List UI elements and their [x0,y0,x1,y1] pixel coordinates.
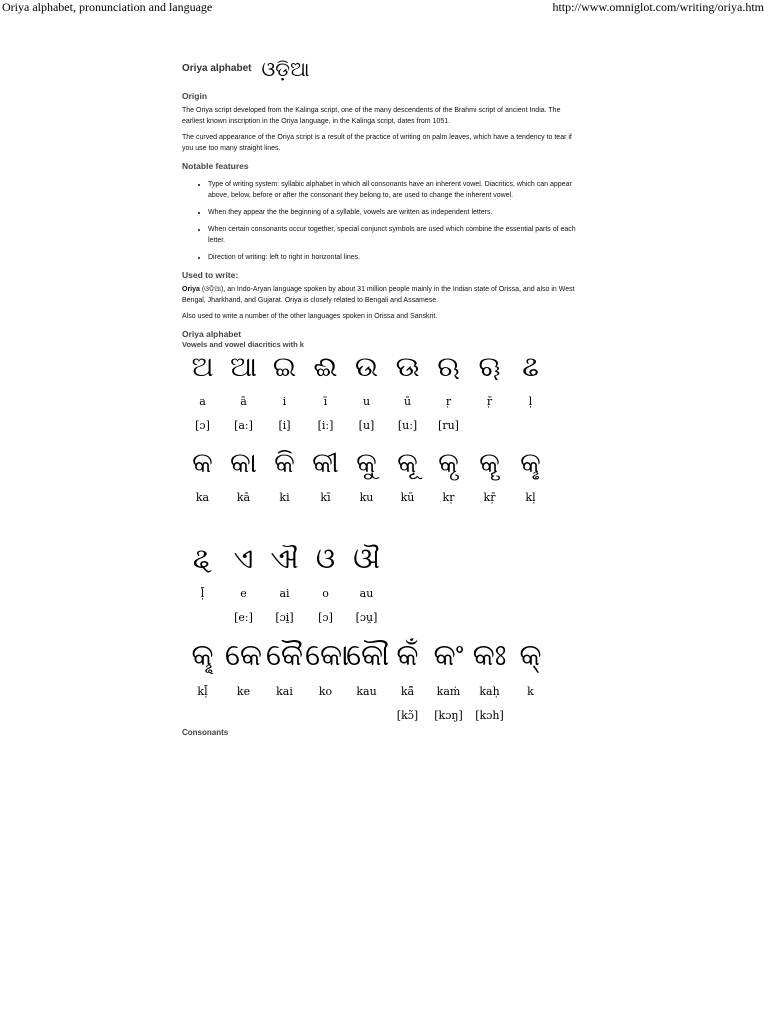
ipa-pronunciation [264,709,305,723]
row-spacer [182,433,582,447]
ipa-pronunciation: [aː] [234,419,253,432]
transliteration: ū [403,395,412,408]
transliteration: e [240,587,247,600]
letter-cell [305,543,346,625]
oriya-glyph [469,543,510,575]
oriya-glyph: କା [229,446,258,479]
used-heading: Used to write: [182,270,239,280]
oriya-glyph: କୄ [479,446,500,479]
ipa-pronunciation [428,611,469,625]
transliteration: ku [359,491,374,504]
ipa-pronunciation: [kɔh] [475,709,504,722]
header-url: http://www.omniglot.com/writing/oriya.htm [552,0,764,14]
oriya-glyph: କୌ [346,638,390,673]
oriya-glyph: ଔ [353,542,380,575]
transliteration: ḹ [200,587,205,600]
transliteration: kḹ [197,685,208,698]
letter-cell [387,447,428,529]
oriya-glyph: ଐ [270,542,299,575]
feature-item: • Type of writing system: syllabic alphabet in which all consonants have an inherent vowel. Diacritics, which can appear above, below, before or after the consonant they belong to, are used to change the inherent vowel. [208,179,582,201]
letter-cell [182,543,223,625]
letter-cell [510,351,551,433]
transliteration: kai [276,685,293,698]
page-title-oriya: ଓଡ଼ିଆ [261,59,310,81]
transliteration: ā [240,395,247,408]
oriya-glyph: ୠ [478,350,501,383]
transliteration: kī [320,491,331,504]
ipa-pronunciation: [ɔ] [195,419,210,432]
transliteration [428,587,469,601]
letter-cell [428,351,469,433]
ipa-pronunciation: [uː] [397,419,418,432]
transliteration: ki [279,491,290,504]
ipa-pronunciation [510,611,551,625]
transliteration: kaṁ [436,685,461,698]
ipa-pronunciation: [iː] [317,419,334,432]
letter-cell [510,543,551,625]
oriya-glyph: କୀ [312,446,339,479]
ipa-pronunciation [510,515,551,529]
oriya-glyph: କୈ [265,638,304,673]
ipa-pronunciation: [u] [358,419,375,432]
origin-paragraph-2: The curved appearance of the Oriya script is a result of the practice of writing on palm leaves, which have a tendency to tear if you use too many straight lines. [182,134,572,152]
letter-cell [346,351,387,433]
oriya-glyph: ଊ [395,350,420,383]
letter-cell [428,639,469,723]
transliteration: kaḥ [479,685,500,698]
ipa-pronunciation [346,709,387,723]
alphabet-row [182,543,582,625]
transliteration: i [282,395,287,408]
letter-cell [264,639,305,723]
transliteration: ko [318,685,333,698]
transliteration: kṝ [483,491,496,504]
ipa-pronunciation [387,611,428,625]
oriya-glyph: ୡ [192,542,213,575]
row-spacer [182,625,582,639]
transliteration: kau [356,685,377,698]
language-name: Oriya [182,286,200,293]
letter-cell [469,351,510,433]
transliteration [469,587,510,601]
oriya-glyph: ଏ [233,542,254,575]
transliteration: kū [400,491,415,504]
oriya-glyph: କେ [224,638,263,673]
letter-cell [223,351,264,433]
transliteration: ka [195,491,210,504]
used-paragraph-2: Also used to write a number of the other languages spoken in Orissa and Sanskrit. [182,313,438,320]
letter-cell [182,447,223,529]
origin-paragraph-1: The Oriya script developed from the Kalinga script, one of the many descendents of the Brahmi script of ancient India. The earliest known inscription in the Oriya language, in the Kalinga script, dates from 1051. [182,107,561,125]
ipa-pronunciation [223,515,264,529]
row-spacer [182,723,582,737]
alphabet-row [182,351,582,433]
transliteration: a [199,395,206,408]
letter-cell [469,639,510,723]
title-row [182,54,582,84]
oriya-glyph: ଋ [437,350,460,383]
oriya-glyph: କୣ [191,638,214,673]
oriya-glyph [387,543,428,575]
oriya-glyph: ଉ [354,350,379,383]
transliteration: kṛ [442,491,455,504]
ipa-pronunciation [223,709,264,723]
transliteration: kḷ [525,491,536,504]
print-header [0,0,768,16]
alphabet-row [182,639,582,723]
ipa-pronunciation [305,709,346,723]
ipa-pronunciation [428,515,469,529]
oriya-glyph [510,543,551,575]
oriya-glyph: କୢ [520,446,541,479]
oriya-glyph: କି [274,446,295,479]
letter-cell [182,351,223,433]
transliteration: u [362,395,371,408]
letter-cell [469,543,510,625]
letter-cell [428,447,469,529]
consonants-heading: Consonants [182,728,229,737]
transliteration: ḷ [528,395,533,408]
letter-cell [428,543,469,625]
oriya-glyph: ଌ [522,350,539,383]
alphabet-subheading: Vowels and vowel diacritics with k [182,340,304,349]
ipa-pronunciation [182,515,223,529]
oriya-glyph: ଈ [313,350,338,383]
ipa-pronunciation [264,515,305,529]
letter-cell [346,543,387,625]
transliteration: k [527,685,534,698]
ipa-pronunciation: [eː] [234,611,253,624]
oriya-glyph: କୁ [356,446,377,479]
ipa-pronunciation: [kɔ̃] [396,709,419,722]
oriya-glyph [428,543,469,575]
transliteration: ke [236,685,251,698]
ipa-pronunciation [305,515,346,529]
oriya-glyph: କୋ [305,638,350,673]
letter-cell [469,447,510,529]
letter-cell [387,351,428,433]
transliteration: o [322,587,329,600]
oriya-glyph: କଁ [396,638,419,673]
ipa-pronunciation [469,515,510,529]
alphabet-table [182,351,582,737]
ipa-pronunciation: [kɔŋ] [434,709,463,722]
feature-item: • When they appear the the beginning of a syllable, vowels are written as independent letters. [208,207,582,218]
letter-cell [264,351,305,433]
letter-cell [264,543,305,625]
oriya-glyph: କଂ [433,638,464,673]
oriya-glyph: ଅ [191,350,214,383]
alphabet-heading: Oriya alphabet [182,329,242,339]
feature-item: • Direction of writing: left to right in horizontal lines. [208,252,582,263]
ipa-pronunciation [182,611,223,625]
page-content [182,54,582,737]
used-paragraph-1 [182,284,582,306]
letter-cell [223,543,264,625]
ipa-pronunciation [346,515,387,529]
letter-cell [182,639,223,723]
ipa-pronunciation [182,709,223,723]
letter-cell [223,447,264,529]
ipa-pronunciation [510,419,551,433]
ipa-pronunciation: [i] [278,419,291,432]
transliteration: ī [323,395,328,408]
oriya-glyph: କୂ [397,446,418,479]
ipa-pronunciation: [ɔu̯] [355,611,378,624]
oriya-glyph: କ [192,446,213,479]
origin-heading: Origin [182,91,208,101]
transliteration: au [359,587,374,600]
ipa-pronunciation [510,709,551,723]
oriya-glyph: କଃ [472,638,507,673]
transliteration: ai [279,587,290,600]
letter-cell [305,447,346,529]
transliteration: kā [236,491,251,504]
alphabet-row [182,447,582,529]
ipa-pronunciation: [ru] [438,419,459,432]
oriya-glyph: କ୍ [519,638,542,673]
letter-cell [510,639,551,723]
transliteration: ṛ [445,395,452,408]
letter-cell [305,638,350,723]
letter-cell [264,447,305,529]
oriya-glyph: ଓ [315,542,336,575]
oriya-glyph: ଆ [229,350,258,383]
letter-cell [387,639,428,723]
letter-cell [346,447,387,529]
used-paragraph-1-text: (ଓଡ଼ିଆ), an Indo-Aryan language spoken by about 31 million people mainly in the Indian state of Orissa, and also in West Bengal, Jharkhand, and Gujarat. Oriya is closely related to Bengali and Assamese. [182,286,575,304]
row-spacer [182,529,582,543]
feature-item: • When certain consonants occur together, special conjunct symbols are used which combine the essential parts of each letter. [208,224,582,246]
features-heading: Notable features [182,161,249,171]
transliteration: ṝ [486,395,493,408]
oriya-glyph: ଇ [272,350,297,383]
letter-cell [223,639,264,723]
letter-cell [387,543,428,625]
letter-cell [510,447,551,529]
oriya-glyph: କୃ [438,446,459,479]
transliteration [387,587,428,601]
transliteration [510,587,551,601]
header-page-title: Oriya alphabet, pronunciation and language [2,0,213,14]
letter-cell [305,351,346,433]
transliteration: kā̃ [400,685,415,698]
letter-cell [346,638,390,723]
features-list [182,179,582,263]
ipa-pronunciation: [ɔ] [318,611,333,624]
ipa-pronunciation [387,515,428,529]
ipa-pronunciation [469,419,510,433]
ipa-pronunciation: [ɔi̯] [275,611,294,624]
ipa-pronunciation [469,611,510,625]
page-title: Oriya alphabet [182,63,252,74]
